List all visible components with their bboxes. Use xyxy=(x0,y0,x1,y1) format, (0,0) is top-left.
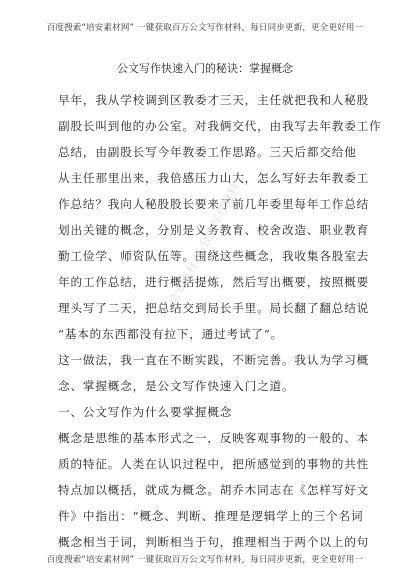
body-line: 划出关键的概念，分别是义务教育、校舍改造、职业教育 xyxy=(58,223,370,237)
body-line: 件》中指出：“概念、判断、推理是逻辑学上的三个名词 xyxy=(58,509,364,523)
body-line: 这一做法，我一直在不断实践，不断完善。我认为学习概 xyxy=(58,353,370,367)
body-line: 从主任那里出来，我倍感压力山大，怎么写好去年教委工 xyxy=(58,171,370,185)
body-line: 概念相当于词，判断相当于句，推理相当于两个以上的句 xyxy=(58,535,370,549)
body-line: “基本的东西都没有拉下，通过考试了”。 xyxy=(58,327,284,341)
body-line: 质的特征。人类在认识过程中，把所感觉到的事物的共性 xyxy=(58,457,370,471)
document-title: 公文写作快速入门的秘诀：掌握概念 xyxy=(117,62,293,75)
body-line: 勤工俭学、师资队伍等。围绕这些概念，我收集各股室去 xyxy=(58,249,370,263)
body-line: 总结，由副股长写今年教委工作思路。三天后都交给他 xyxy=(58,145,357,159)
body-line: 早年，我从学校调到区教委才三天，主任就把我和人秘股 xyxy=(58,93,370,107)
body-line: 年的工作总结，进行概括提炼，然后写出概要，按照概要 xyxy=(58,275,370,289)
body-line: 作总结？我向人秘股股长要来了前几年委里每年工作总结 xyxy=(58,197,370,211)
watermark: 培安素材网·公文写作材料 xyxy=(166,180,243,308)
body-line: 概念是思维的基本形式之一，反映客观事物的一般的、本 xyxy=(58,431,370,445)
body-line: 念、掌握概念，是公文写作快速入门之道。 xyxy=(58,379,295,393)
body-line: 特点加以概括，就成为概念。胡乔木同志在《怎样写好文 xyxy=(58,483,370,497)
section-heading: 一、公文写作为什么要掌握概念 xyxy=(58,405,233,419)
footer-banner: 百度搜索“培安素材网” 一键获取百万公文写作材料，每日同步更新，更全更好用一 xyxy=(46,555,364,565)
body-line: 理头写了二天，把总结交到局长手里。局长翻了翻总结说 xyxy=(58,301,370,315)
body-line: 副股长叫到他的办公室。对我俩交代，由我写去年教委工作 xyxy=(58,119,382,133)
header-banner: 百度搜索“培安素材网” 一键获取百万公文写作材料，每日同步更新，更全更好用一 xyxy=(46,23,364,33)
